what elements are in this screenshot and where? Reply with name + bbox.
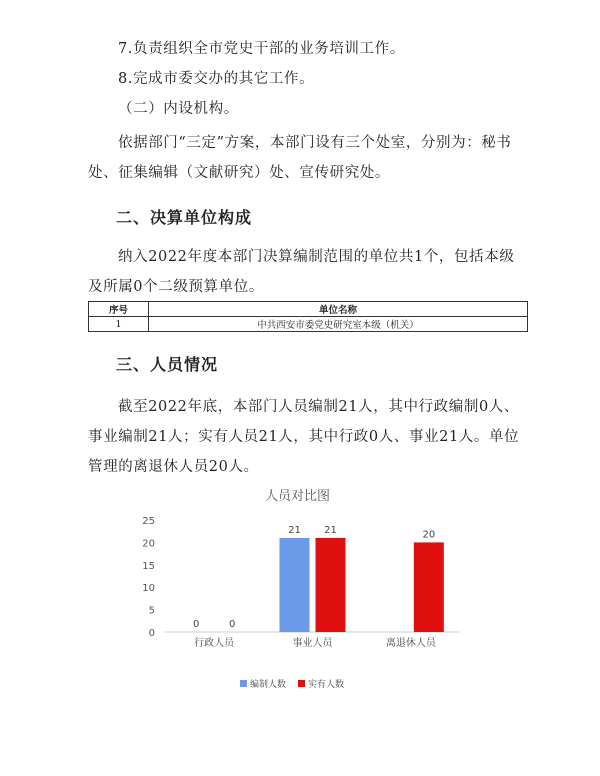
bar-实有人数: [414, 542, 444, 632]
internal-structure-text: 依据部门“三定”方案，本部门设有三个处室，分别为：秘书处、征集编辑（文献研究）处、宣传研究处。: [88, 135, 512, 181]
section-2-text: 纳入2022年度本部门决算编制范围的单位共1个，包括本级及所属0个二级预算单位。: [88, 249, 515, 295]
bar-实有人数: [316, 538, 346, 632]
table-row: [89, 317, 528, 332]
table-cell-index: 1: [89, 317, 149, 332]
personnel-chart-svg: [120, 480, 470, 700]
table-cell-unit-name: 中共西安市委党史研究室本级（机关）: [149, 317, 528, 332]
table-header-unit-name: 单位名称: [149, 302, 528, 317]
legend-swatch: [240, 680, 247, 687]
y-tick-label: 20: [142, 538, 155, 550]
section-3-text: 截至2022年底，本部门人员编制21人，其中行政编制0人、事业编制21人；实有人员21人，其中行政0人、事业21人。单位管理的离退休人员20人。: [88, 399, 520, 475]
legend-label: 实有人数: [308, 680, 345, 690]
bar-编制人数: [280, 538, 310, 632]
data-label: 21: [288, 524, 301, 536]
section-3-heading: 三、人员情况: [116, 355, 219, 374]
x-tick-label: 行政人员: [194, 638, 235, 649]
data-label: 0: [228, 619, 236, 630]
x-tick-label: 离退休人员: [385, 638, 436, 649]
chart-title: 人员对比图: [264, 489, 331, 504]
paragraph-duty-7: 7.负责组织全市党史干部的业务培训工作。: [118, 41, 405, 57]
data-label: 20: [422, 529, 436, 541]
x-tick-label: 事业人员: [292, 638, 333, 649]
data-label: 21: [324, 524, 337, 536]
data-label: 0: [192, 619, 200, 630]
unit-table: [88, 301, 528, 332]
table-header-index: 序号: [89, 302, 149, 317]
y-tick-label: 5: [148, 605, 155, 617]
legend-label: 编制人数: [250, 680, 287, 690]
paragraph-duty-8: 8.完成市委交办的其它工作。: [118, 71, 315, 87]
y-tick-label: 25: [142, 516, 155, 527]
y-tick-label: 15: [142, 560, 155, 572]
y-tick-label: 10: [142, 583, 155, 595]
personnel-chart: [120, 480, 470, 700]
internal-structure-heading: （二）内设机构。: [118, 101, 239, 117]
y-tick-label: 0: [148, 628, 155, 639]
section-2-heading: 二、决算单位构成: [116, 208, 253, 227]
table-header-row: [89, 302, 528, 317]
legend-swatch: [298, 680, 305, 687]
